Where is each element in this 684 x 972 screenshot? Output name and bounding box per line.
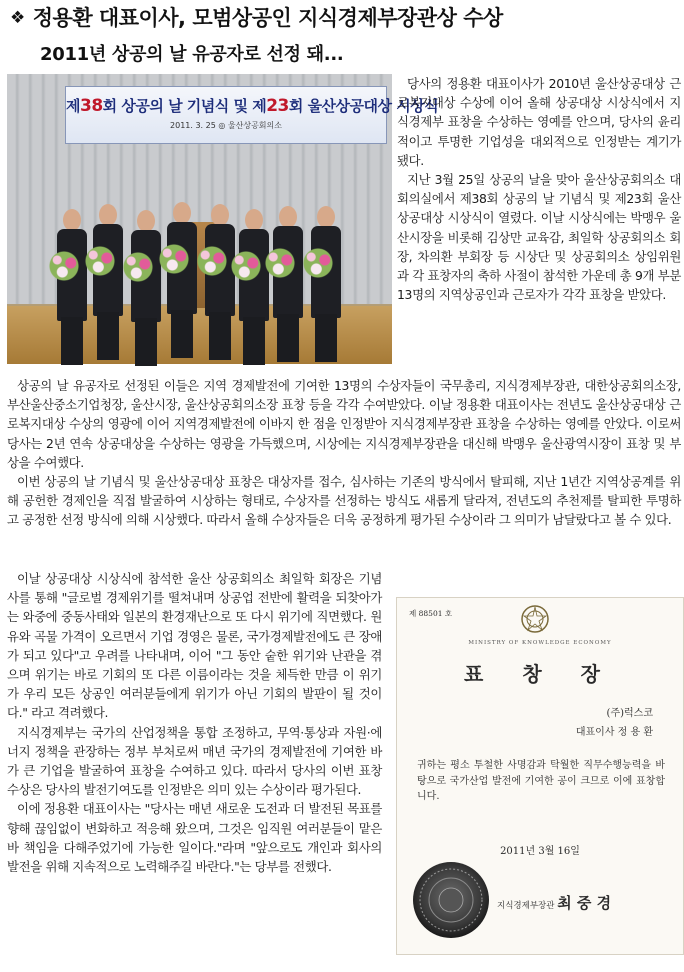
diamond-bullet-icon: ❖ [10,8,25,28]
bouquet-icon [83,246,117,276]
certificate-ministry: MINISTRY OF KNOWLEDGE ECONOMY [468,640,612,646]
award-certificate-image [396,597,684,955]
certificate-company: (주)럭스코 [606,708,653,719]
government-emblem-icon [520,604,550,634]
ceremony-banner [65,86,439,144]
holographic-seal-icon [411,860,491,940]
article-paragraph: 이에 정용환 대표이사는 "당사는 매년 새로운 도전과 더 발전된 목표를 향해 끊임없이 변화하고 적응해 왔으며, 그것은 임직원 여러분들이 맡은 바 책임을 다해주었기에 가능한 일이다."라며 "앞으로도 개인과 회사의 발전을 위해 지속적으로 노력해주길 바란다."는 당부를 전했다. [7,801,382,875]
bouquet-icon [229,251,263,281]
bouquet-icon [195,246,229,276]
banner-title: 제38회 상공의 날 기념식 및 제23회 울산상공대상 시상식 [66,96,439,116]
banner-date: 2011. 3. 25 ◎ 울산상공회의소 [170,121,282,130]
certificate-recipient: 대표이사 정 용 환 [575,727,653,738]
article-column-left [7,569,382,876]
signer-name: 최 중 경 [557,894,612,912]
article-headline [10,2,680,32]
award-ceremony-photo [7,74,439,364]
article-subtitle: 2011년 상공의 날 유공자로 선정 돼... [40,44,344,65]
certificate-number: 제 88501 호 [409,609,453,618]
certificate-body: 귀하는 평소 투철한 사명감과 탁월한 직무수행능력을 바탕으로 국가산업 발전에 기여한 공이 크므로 이에 표창합니다. [417,760,665,802]
article-paragraph: 상공의 날 유공자로 선정된 이들은 지역 경제발전에 기여한 13명의 수상자들이 국무총리, 지식경제부장관, 대한상공회의소장, 부산울산중소기업청장, 울산시장, 울산상공회의소장 표창 등을 각각 수여받았다. 이날 정용환 대표이사는 전년도 울산상공대상 근로복지대상 수상의 영광에 이어 지역경제발전에 이바지 한 점을 인정받아 지식경제부장관 표창을 수상하는 영예를 안았다. 이로써 당사는 2년 연속 상공대상을 수상하는 영광을 가득했으며, 시상에는 지식경제부장관을 대신해 박맹우 울산광역시장이 표창 및 부상을 수여했다. [7,378,681,470]
article-fullwidth [7,376,681,530]
certificate-signer [497,892,611,913]
bouquet-icon [47,251,81,281]
bouquet-icon [157,244,191,274]
certificate-date: 2011년 3월 16일 [500,846,580,857]
article-paragraph: 지난 3월 25일 상공의 날을 맞아 울산상공회의소 대회의실에서 제38회 상공의 날 기념식 및 제23회 울산상공대상 시상식이 열렸다. 이날 시상식에는 박맹우 울산시장을 비롯해 김상만 교육감, 최일학 상공회의소 회장, 차의환 부회장 등 시상단 및 상공회의소 상임위원과 각 표창자의 축하 사절이 참석한 가운데 총 9개 부분 13명의 지역상공인과 근로자가 각각 표창을 받았다. [397,172,681,303]
bouquet-icon [263,248,297,278]
article-paragraph: 이번 상공의 날 기념식 및 울산상공대상 표창은 대상자를 접수, 심사하는 기존의 방식에서 탈피해, 지난 1년간 지역상공계를 위해 공헌한 경제인을 직접 발굴하여 시상하는 형태로, 수상자를 선정하는 방식도 새롭게 달라져, 전년도의 추천제를 탈피한 투명하고 공정한 선정 방식에 의해 시상했다. 따라서 올해 수상자들은 더욱 공정하게 평가된 수상이라 그 의미가 남달랐다고 볼 수 있다. [7,474,681,528]
article-column-right [397,74,681,304]
headline-title: 정용환 대표이사, 모범상공인 지식경제부장관상 수상 [32,6,503,30]
signer-title: 지식경제부장관 [497,901,555,911]
article-paragraph: 이날 상공대상 시상식에 참석한 울산 상공회의소 최일학 회장은 기념사를 통해 "글로벌 경제위기를 떨쳐내며 상공업 전반에 활력을 되찾아가는 와중에 중동사태와 일본의 환경재난으로 또 다시 위기에 직면했다. 원유와 곡물 가격이 오르면서 기업 경영은 물론, 국가경제발전에도 큰 장애가 되고 있다"고 우려를 나타내며, 이어 "그 동안 숱한 위기와 난관을 겪으며 위기는 바로 기회의 또 다른 이름이라는 것을 체득한 만큼 이 위기가 우리 모든 상공인 여러분들에게 위기가 아닌 기회의 발판이 될 것이다." 라고 격려했다. [7,571,382,721]
article-paragraph: 지식경제부는 국가의 산업정책을 통합 조정하고, 무역·통상과 자원·에너지 정책을 관장하는 정부 부처로써 매년 국가의 경제발전에 기여한 바가 큰 기업을 발굴하여 표창을 수여하고 있다. 따라서 당사의 이번 표창 수상은 당사의 발전기여도를 인정받은 의미 있는 수상이라 평가된다. [7,724,382,798]
article-paragraph: 당사의 정용환 대표이사가 2010년 울산상공대상 근로복지대상 수상에 이어 올해 상공대상 시상식에서 지식경제부 표창을 수상하는 영예를 안으며, 당사의 윤리적이고 투명한 기업성을 대외적으로 인정받는 계기가 됐다. [397,76,681,168]
bouquet-icon [121,252,155,282]
certificate-title: 표 창 장 [464,662,616,686]
bouquet-icon [301,248,335,278]
